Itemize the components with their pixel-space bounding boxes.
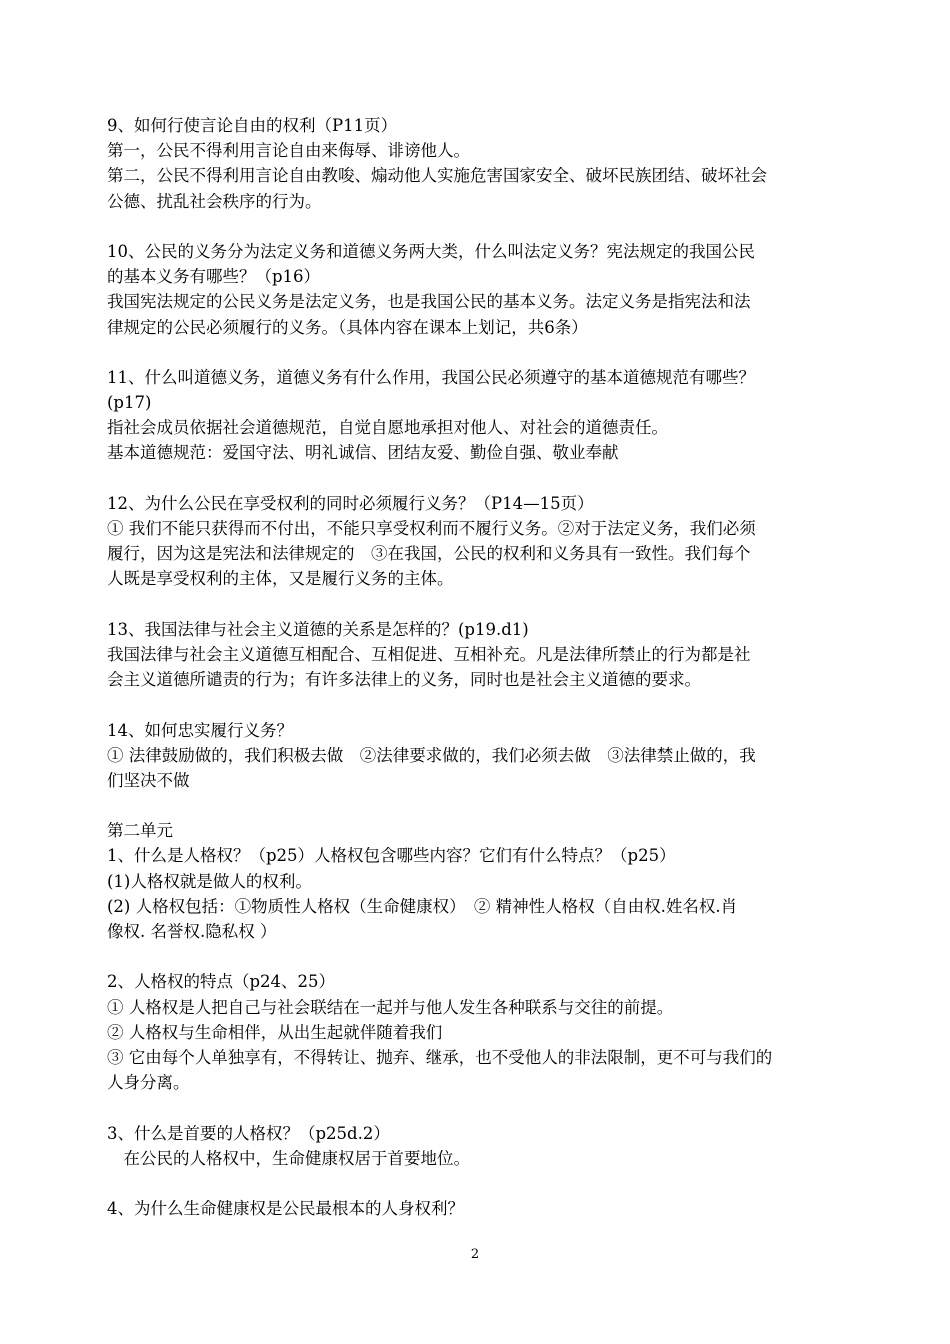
- text-line: 律规定的公民必须履行的义务。（具体内容在课本上划记，共6条）: [107, 317, 588, 337]
- paragraph-gap: [107, 793, 847, 818]
- text-line: 第一，公民不得利用言论自由来侮辱、诽谤他人。: [107, 141, 470, 161]
- text-line: ① 人格权是人把自己与社会联结在一起并与他人发生各种联系与交往的前提。: [107, 997, 674, 1017]
- text-line: ① 我们不能只获得而不付出，不能只享受权利而不履行义务。②对于法定义务，我们必须: [107, 519, 756, 538]
- paragraph-gap: [107, 944, 847, 969]
- text-line: 基本道德规范：爱国守法、明礼诚信、团结友爱、勤俭自强、敬业奉献: [107, 443, 619, 463]
- text-line: 第二，公民不得利用言论自由教唆、煽动他人实施危害国家安全、破坏民族团结、破坏社会: [107, 166, 767, 186]
- section-block: [107, 239, 847, 340]
- section-block: [107, 365, 847, 466]
- text-line: 人既是享受权利的主体，又是履行义务的主体。: [107, 569, 454, 589]
- paragraph-gap: [107, 1171, 847, 1196]
- text-line: ③ 它由每个人单独享有，不得转让、抛弃、继承，也不受他人的非法限制，更不可与我们的: [107, 1047, 773, 1067]
- text-line: 的基本义务有哪些？（p16）: [107, 267, 321, 287]
- paragraph-gap: [107, 466, 847, 491]
- paragraph-gap: [107, 214, 847, 239]
- text-line: 人身分离。: [107, 1073, 190, 1093]
- paragraph-gap: [107, 692, 847, 717]
- paragraph-gap: [107, 1095, 847, 1120]
- text-line: 们坚决不做: [107, 770, 190, 790]
- section-block: [107, 1196, 847, 1221]
- text-line: 我国宪法规定的公民义务是法定义务，也是我国公民的基本义务。法定义务是指宪法和法: [107, 292, 751, 312]
- section-heading-line: 14、如何忠实履行义务？: [107, 720, 293, 740]
- text-line: 在公民的人格权中，生命健康权居于首要地位。: [107, 1148, 470, 1168]
- text-line: ① 法律鼓励做的，我们积极去做 ②法律要求做的，我们必须去做 ③法律禁止做的，我: [107, 745, 756, 765]
- section-heading-line: 2、人格权的特点（p24、25）: [107, 972, 336, 992]
- section-block: [107, 818, 847, 944]
- section-heading-line: 12、为什么公民在享受权利的同时必须履行义务？（P14—15页）: [107, 493, 594, 513]
- document-body: [107, 113, 847, 1221]
- text-line: (2) 人格权包括：①物质性人格权（生命健康权） ② 精神性人格权（自由权.姓名权.肖: [107, 896, 738, 916]
- text-line: 1、什么是人格权？（p25）人格权包含哪些内容？它们有什么特点？（p25）: [107, 846, 676, 866]
- paragraph-gap: [107, 592, 847, 617]
- section-heading-line: 9、如何行使言论自由的权利（P11页）: [107, 116, 398, 135]
- section-block: [107, 617, 847, 693]
- text-line: 像权. 名誉权.隐私权 ）: [107, 922, 277, 941]
- section-block: [107, 113, 847, 214]
- section-heading-line: 10、公民的义务分为法定义务和道德义务两大类，什么叫法定义务？宪法规定的我国公民: [107, 241, 755, 261]
- section-block: [107, 718, 847, 794]
- section-heading-line: 第二单元: [107, 821, 173, 841]
- paragraph-gap: [107, 340, 847, 365]
- section-block: [107, 491, 847, 592]
- text-line: 我国法律与社会主义道德互相配合、互相促进、互相补充。凡是法律所禁止的行为都是社: [107, 644, 751, 664]
- text-line: ② 人格权与生命相伴，从出生起就伴随着我们: [107, 1022, 443, 1042]
- text-line: 公德、扰乱社会秩序的行为。: [107, 191, 322, 211]
- text-line: (p17): [107, 393, 152, 413]
- text-line: 会主义道德所谴责的行为；有许多法律上的义务，同时也是社会主义道德的要求。: [107, 670, 701, 690]
- page-number: 2: [470, 1247, 480, 1262]
- section-heading-line: 11、什么叫道德义务，道德义务有什么作用，我国公民必须遵守的基本道德规范有哪些？: [107, 367, 755, 387]
- text-line: (1)人格权就是做人的权利。: [107, 871, 312, 891]
- section-heading-line: 13、我国法律与社会主义道德的关系是怎样的？(p19.d1): [107, 619, 529, 639]
- text-line: 履行，因为这是宪法和法律规定的 ③在我国，公民的权利和义务具有一致性。我们每个: [107, 544, 751, 564]
- section-block: [107, 969, 847, 1095]
- section-heading-line: 4、为什么生命健康权是公民最根本的人身权利？: [107, 1199, 464, 1219]
- section-block: [107, 1121, 847, 1171]
- text-line: 指社会成员依据社会道德规范，自觉自愿地承担对他人、对社会的道德责任。: [107, 418, 668, 438]
- section-heading-line: 3、什么是首要的人格权？（p25d.2）: [107, 1123, 390, 1143]
